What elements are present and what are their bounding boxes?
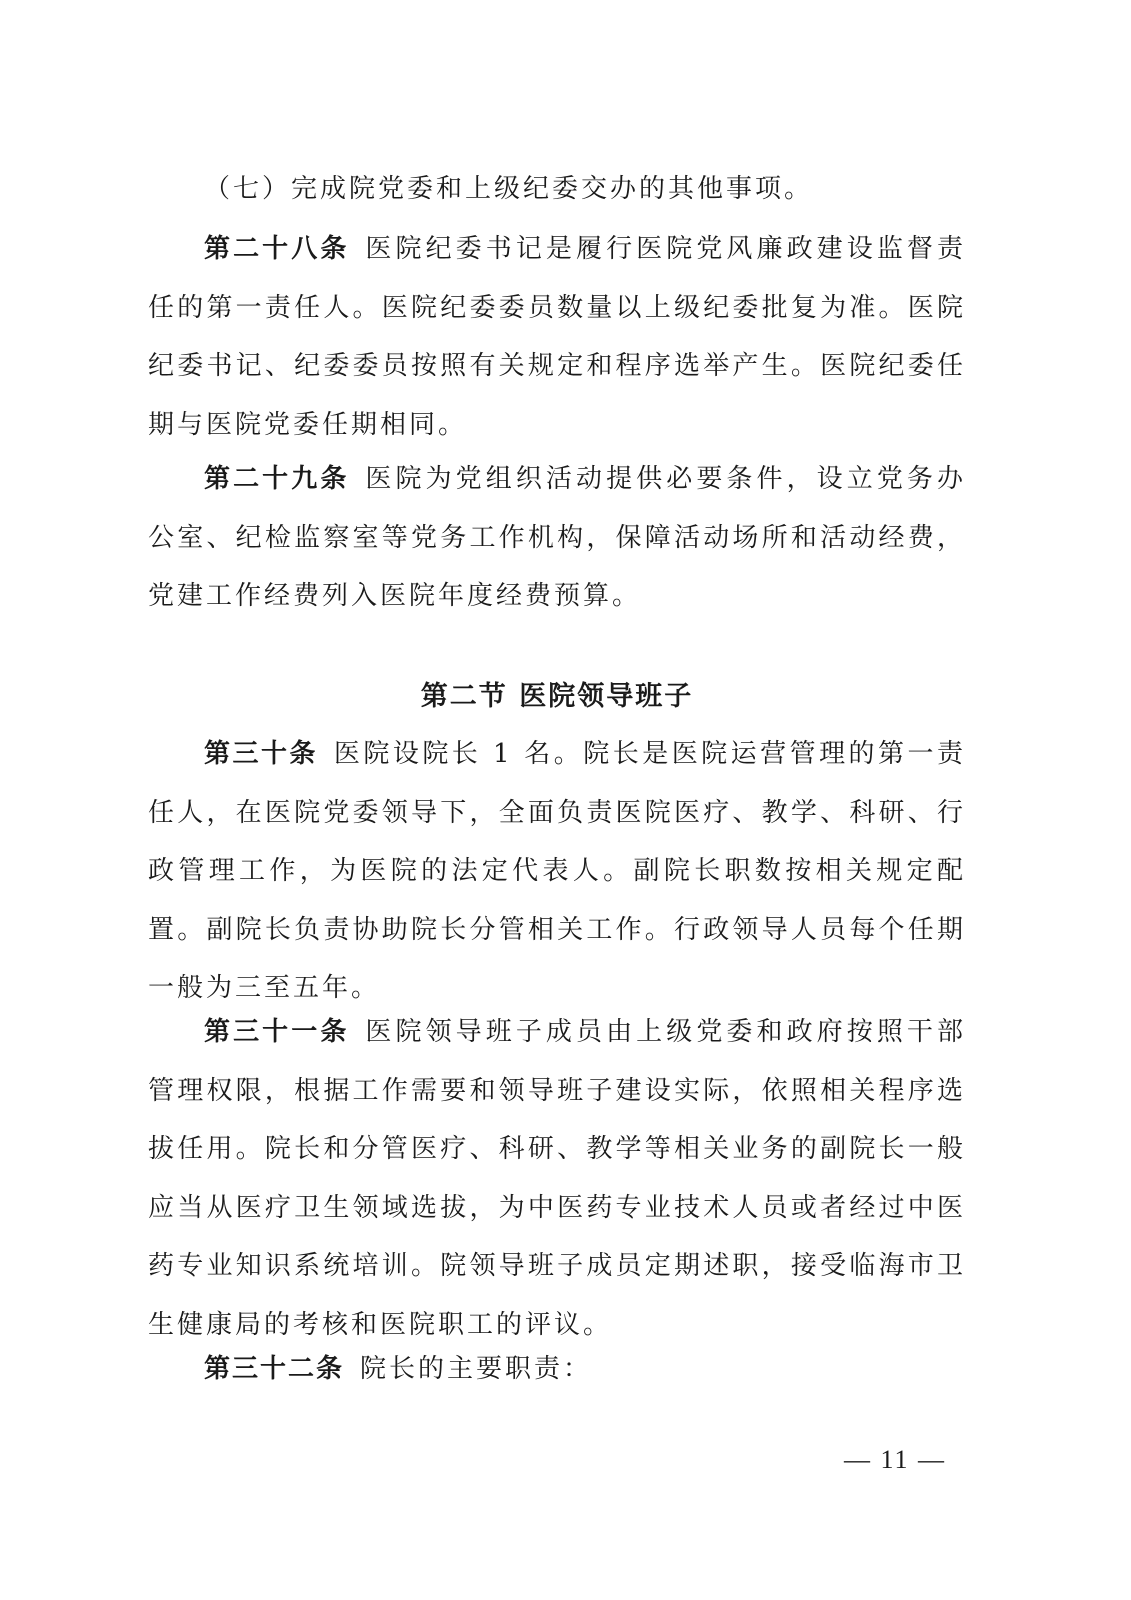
article-31-body: 医院领导班子成员由上级党委和政府按照干部管理权限，根据工作需要和领导班子建设实际，依照相关程序选拔任用。院长和分管医疗、科研、教学等相关业务的副院长一般应当从医疗卫生领域选拔，为中医药专业技术人员或者经过中医药专业知识系统培训。院领导班子成员定期述职，接受临海市卫生健康局的考核和医院职工的评议。 (148, 1017, 966, 1340)
article-31-paragraph (148, 1003, 966, 1354)
article-29-heading: 第二十九条 (204, 464, 350, 494)
article-32-paragraph (148, 1340, 966, 1399)
article-28-heading: 第二十八条 (204, 234, 350, 264)
item-7-text: （七）完成院党委和上级纪委交办的其他事项。 (204, 174, 814, 204)
section-2-title: 第二节 医院领导班子 (420, 681, 694, 712)
article-28-body: 医院纪委书记是履行医院党风廉政建设监督责任的第一责任人。医院纪委委员数量以上级纪委批复为准。医院纪委书记、纪委委员按照有关规定和程序选举产生。医院纪委任期与医院党委任期相同。 (148, 234, 966, 440)
article-32-body: 院长的主要职责： (360, 1354, 593, 1384)
item-7-paragraph (148, 160, 966, 219)
article-32-heading: 第三十二条 (204, 1354, 345, 1384)
article-29-body: 医院为党组织活动提供必要条件，设立党务办公室、纪检监察室等党务工作机构，保障活动场所和活动经费，党建工作经费列入医院年度经费预算。 (148, 464, 966, 611)
article-30-heading: 第三十条 (204, 739, 318, 769)
article-30-body: 医院设院长 1 名。院长是医院运营管理的第一责任人，在医院党委领导下，全面负责医院医疗、教学、科研、行政管理工作，为医院的法定代表人。副院长职数按相关规定配置。副院长负责协助院长分管相关工作。行政领导人员每个任期一般为三至五年。 (148, 739, 966, 1003)
article-28-paragraph (148, 220, 966, 454)
article-29-paragraph (148, 450, 966, 626)
article-31-heading: 第三十一条 (204, 1017, 350, 1047)
article-30-paragraph (148, 725, 966, 1018)
page-number: — 11 — (843, 1445, 947, 1474)
